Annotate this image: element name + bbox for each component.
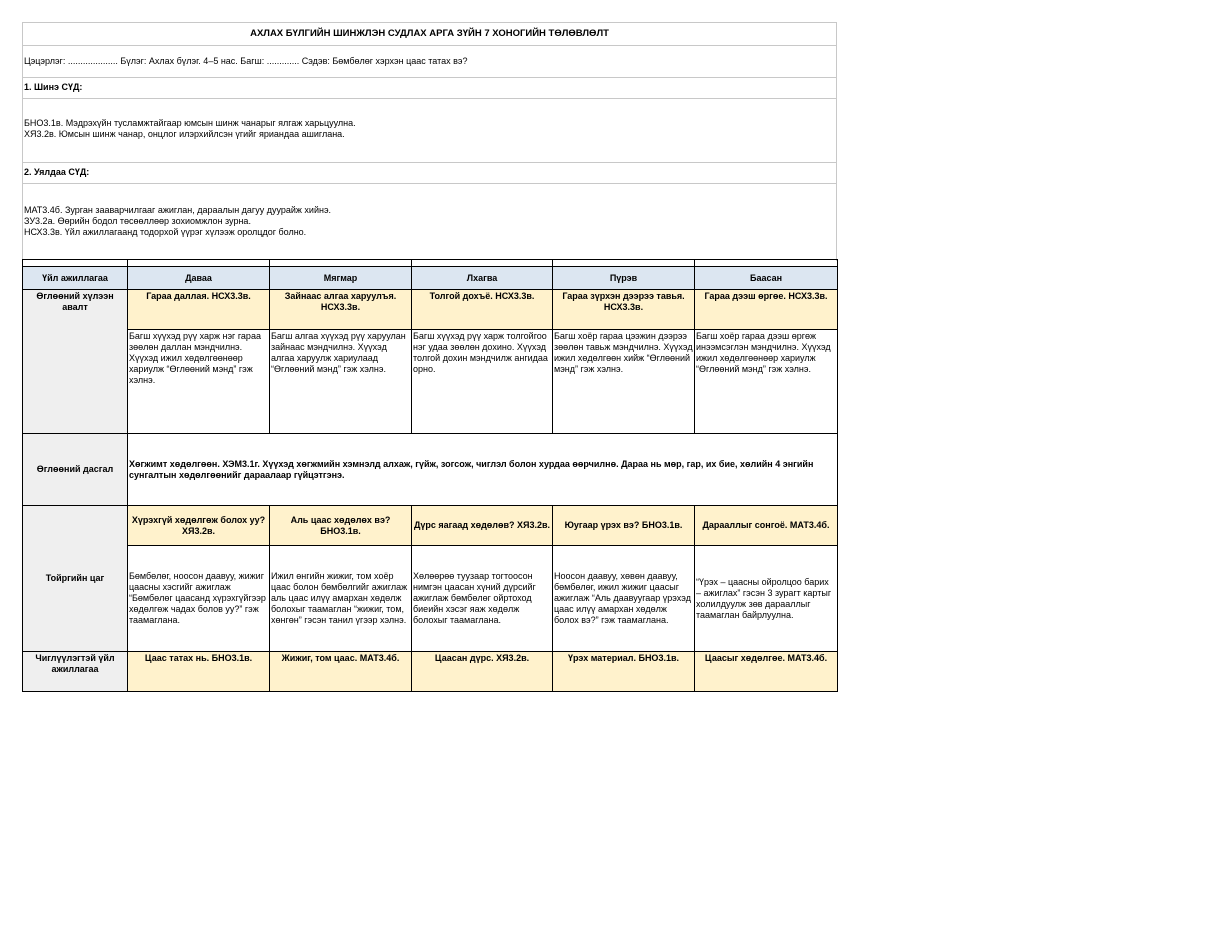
section1-title: 1. Шинэ СҮД: [22, 77, 837, 98]
section1-standards: БНО3.1в. Мэдрэхүйн тусламжтайгаар юмсын шинж чанарыг ялгаж харьцуулна. ХЯ3.2в. Юмсын шинж чанар, онцлог илэрхийлсэн үгийг яриандаа ашиглана. [22, 98, 837, 162]
activity-title: Зайнаас алгаа харуулъя. НСХ3.3в. [270, 290, 412, 330]
row-label-morning-circle: Өглөөний хүлээн авалт [23, 290, 128, 434]
activity-description: Бөмбөлөг, ноосон даавуу, жижиг цаасны хэсгийг ажиглаж “Бөмбөлөг цаасанд хүрэхгүйгээр хөдөлгөж чадах болов уу?” гэж таамаглана. [128, 546, 270, 652]
section2-title: 2. Уялдаа СҮД: [22, 162, 837, 183]
activity-title: Гараа зүрхэн дээрээ тавья. НСХ3.3в. [553, 290, 695, 330]
col-header-friday: Баасан [695, 267, 838, 290]
col-header-thursday: Пүрэв [553, 267, 695, 290]
row-label-morning-exercise: Өглөөний дасгал [23, 434, 128, 506]
morning-circle-title-row [23, 290, 838, 330]
integrated-activity-row [23, 652, 838, 692]
activity-title: Дарааллыг сонгоё. МАТ3.4б. [695, 506, 838, 546]
table-header-row [23, 267, 838, 290]
col-header-activity: Үйл ажиллагаа [23, 267, 128, 290]
morning-exercise-text: Хөгжимт хөдөлгөөн. ХЭМ3.1г. Хүүхэд хөгжмийн хэмнэлд алхаж, гүйж, зогсож, чиглэл болон хурдаа өөрчилнө. Дараа нь мөр, гар, их бие, хөлийн 4 энгийн сунгалтын хөдөлгөөнийг дараалаар гүйцэтгэнэ. [128, 434, 838, 506]
activity-description: “Үрэх – цаасны ойролцоо барих – ажиглах” гэсэн 3 зурагт картыг холилдуулж зөв дарааллыг таамаглан байрлуулна. [695, 546, 838, 652]
activity-description: Багш хүүхэд рүү харж толгойгоо нэг удаа зөөлөн дохино. Хүүхэд толгой дохин мэндчилж ангидаа орно. [412, 330, 553, 434]
activity-title: Дүрс яагаад хөдөлөв? ХЯ3.2в. [412, 506, 553, 546]
spacer-row [23, 260, 838, 267]
activity-title: Гараа даллая. НСХ3.3в. [128, 290, 270, 330]
col-header-monday: Даваа [128, 267, 270, 290]
activity-description: Ноосон даавуу, хөвөн даавуу, бөмбөлөг, ижил жижиг цаасыг ажиглаж “Аль даавуугаар үрэхэд цаас илүү амархан хөдөлж болох вэ?” гэж таамаглана. [553, 546, 695, 652]
activity-title: Цаасан дүрс. ХЯ3.2в. [412, 652, 553, 692]
activity-description: Багш хоёр гараа дээш өргөж инээмсэглэн мэндчилнэ. Хүүхэд ижил хөдөлгөөнөөр хариулж “Өглөөний мэнд” гэж хэлнэ. [695, 330, 838, 434]
activity-title: Хүрэхгүй хөдөлгөж болох уу? ХЯ3.2в. [128, 506, 270, 546]
morning-circle-desc-row [23, 330, 838, 434]
activity-description: Багш хоёр гараа цээжин дээрээ зөөлөн тавьж мэндчилнэ. Хүүхэд ижил хөдөлгөөн хийж “Өглөөний мэнд” гэж хэлнэ. [553, 330, 695, 434]
activity-title: Жижиг, том цаас. МАТ3.4б. [270, 652, 412, 692]
activity-description: Ижил өнгийн жижиг, том хоёр цаас болон бөмбөлгийг ажиглаж аль цаас илүү амархан хөдөлж болохыг таамаглан “жижиг, том, хөнгөн” гэсэн танил үгээр хэлнэ. [270, 546, 412, 652]
morning-exercise-row [23, 434, 838, 506]
activity-description: Багш хүүхэд рүү харж нэг гараа зөөлөн даллан мэндчилнэ. Хүүхэд ижил хөдөлгөөнөөр хариулж “Өглөөний мэнд” гэж хэлнэ. [128, 330, 270, 434]
row-label-circle-time: Тойргийн цаг [23, 506, 128, 652]
activity-title: Юугаар үрэх вэ? БНО3.1в. [553, 506, 695, 546]
activity-title: Цаасыг хөдөлгөе. МАТ3.4б. [695, 652, 838, 692]
plan-header [22, 22, 837, 261]
col-header-wednesday: Лхагва [412, 267, 553, 290]
activity-description: Хөлөөрөө туузаар тогтоосон нимгэн цаасан хүний дүрсийг ажиглаж бөмбөлөг ойртоход биеийн хэсэг яаж хөдөлж болохыг таамаглана. [412, 546, 553, 652]
activity-title: Цаас татах нь. БНО3.1в. [128, 652, 270, 692]
page-title: АХЛАХ БҮЛГИЙН ШИНЖЛЭН СУДЛАХ АРГА ЗҮЙН 7 ХОНОГИЙН ТӨЛӨВЛӨЛТ [22, 22, 837, 45]
activity-title: Үрэх материал. БНО3.1в. [553, 652, 695, 692]
activity-description: Багш алгаа хүүхэд рүү харуулан зайнаас мэндчилнэ. Хүүхэд алгаа харуулж хариулаад “Өглөөний мэнд” гэж хэлнэ. [270, 330, 412, 434]
plan-meta: Цэцэрлэг: .................... Бүлэг: Ахлах бүлэг. 4–5 нас. Багш: ............. Сэдэв: Бөмбөлөг хэрхэн цаас татах вэ? [22, 45, 837, 77]
activity-title: Гараа дээш өргөе. НСХ3.3в. [695, 290, 838, 330]
weekly-plan-table [22, 259, 838, 692]
activity-title: Толгой дохъё. НСХ3.3в. [412, 290, 553, 330]
row-label-integrated: Чиглүүлэгтэй үйл ажиллагаа [23, 652, 128, 692]
circle-time-title-row [23, 506, 838, 546]
activity-title: Аль цаас хөдөлөх вэ? БНО3.1в. [270, 506, 412, 546]
circle-time-desc-row [23, 546, 838, 652]
col-header-tuesday: Мягмар [270, 267, 412, 290]
section2-standards: МАТ3.4б. Зурган зааварчилгааг ажиглан, дараалын дагуу дуурайж хийнэ. ЗУ3.2а. Өөрийн бодол төсөөллөөр зохиомжлон зурна. НСХ3.3в. Үйл ажиллагаанд тодорхой үүрэг хүлээж оролцдог болно. [22, 183, 837, 261]
